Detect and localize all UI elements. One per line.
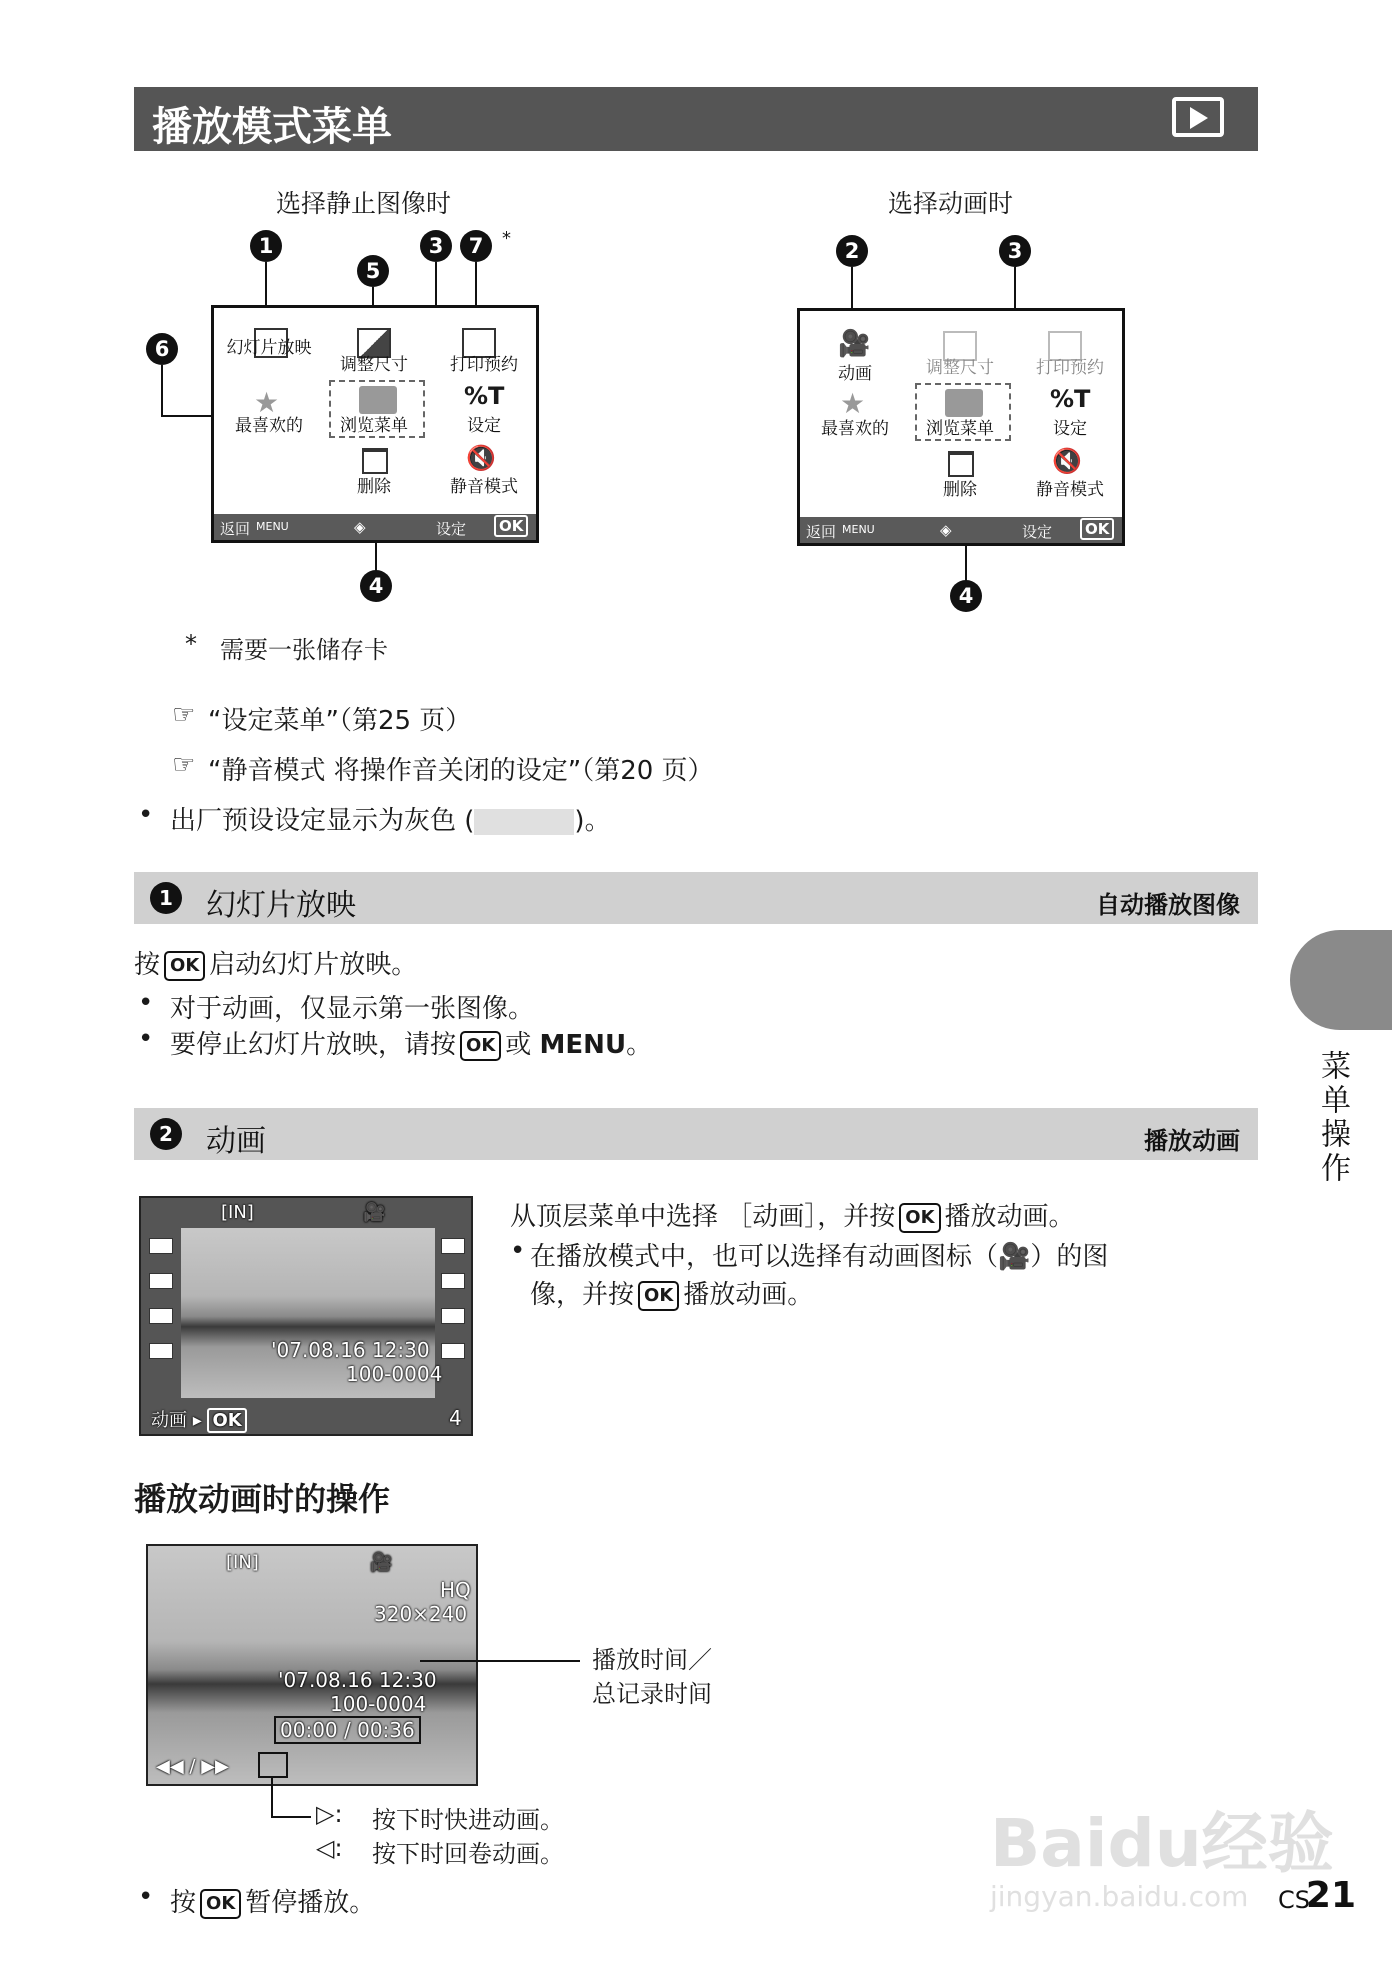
- movie-instruction: [510, 1196, 1075, 1233]
- bullet-a: 在播放模式中，也可以选择有动画图标（: [530, 1242, 999, 1272]
- movie-file-number: 100-0004: [346, 1362, 443, 1386]
- film-hole: [441, 1308, 465, 1324]
- press-text: 按: [170, 1888, 197, 1918]
- bullet-dot: •: [138, 1024, 154, 1054]
- footer-cs: CS: [1278, 1886, 1310, 1914]
- section-movie-subtitle: 播放动画: [1144, 1127, 1240, 1155]
- section-slideshow-subtitle: 自动播放图像: [1096, 891, 1240, 919]
- bullet-c: 像，并按: [530, 1280, 635, 1310]
- menu-slideshow: 幻灯片放映: [226, 338, 312, 358]
- film-hole: [441, 1273, 465, 1289]
- bar-back: 返回: [806, 523, 837, 541]
- or-text: 或: [505, 1030, 532, 1060]
- badge-3: 3: [420, 230, 452, 262]
- menu-favorite: 最喜欢的: [235, 416, 303, 436]
- movie-bottom-label: 动画 ▸ OK: [151, 1406, 247, 1432]
- bullet-b: ）的图: [1030, 1242, 1109, 1272]
- movie-icon: 🎥: [998, 1242, 1031, 1272]
- period: 。: [626, 1030, 653, 1060]
- select-text: 从顶层菜单中选择 ［动画］，并按: [510, 1202, 896, 1232]
- movie-bullet-line1: [530, 1236, 1108, 1273]
- menu-setup: 设定: [1053, 419, 1087, 439]
- badge-1: 1: [250, 230, 282, 262]
- still-menu-bar: [214, 514, 536, 540]
- menu-movie: 动画: [838, 364, 872, 384]
- press-text: 按: [134, 950, 161, 980]
- playback-mode-icon: [1172, 97, 1224, 137]
- movie-menu-screen: [797, 308, 1125, 546]
- film-hole: [149, 1308, 173, 1324]
- asterisk-note: 需要一张储存卡: [220, 636, 388, 664]
- memory-indicator: [IN]: [221, 1202, 254, 1223]
- side-tab: [1290, 930, 1392, 1030]
- bullet-dot: •: [138, 800, 154, 830]
- movie-count: 4: [449, 1406, 462, 1430]
- movie-icon: 🎥: [370, 1552, 393, 1573]
- pause-instruction: [170, 1882, 375, 1919]
- callout-line1: 播放时间／: [592, 1646, 712, 1674]
- bar-ok: OK: [1080, 518, 1114, 540]
- section-slideshow-title: 幻灯片放映: [206, 888, 356, 923]
- section-badge-1: 1: [150, 882, 182, 914]
- ok-button-icon: OK: [638, 1281, 679, 1311]
- film-hole: [149, 1273, 173, 1289]
- menu-browse: 浏览菜单: [926, 419, 994, 439]
- setup-icon: %T: [464, 382, 505, 410]
- section-movie-header: [134, 1108, 1258, 1160]
- ref-icon: ☞: [172, 700, 196, 730]
- bar-back: 返回: [220, 520, 251, 538]
- menu-silent: 静音模式: [450, 477, 518, 497]
- star-icon: ★: [254, 386, 280, 419]
- star-icon: ★: [840, 387, 866, 420]
- bar-menu: MENU: [842, 523, 875, 536]
- playback-screen: [146, 1544, 478, 1786]
- menu-setup: 设定: [467, 416, 501, 436]
- note-gray-text: 出厂预设设定显示为灰色 (: [170, 806, 475, 836]
- forward-desc: 按下时快进动画。: [372, 1806, 564, 1834]
- setup-icon: %T: [1050, 385, 1091, 413]
- film-hole: [441, 1343, 465, 1359]
- bar-set: 设定: [1022, 523, 1053, 541]
- menu-erase: 删除: [943, 480, 977, 500]
- ok-button-icon: OK: [164, 951, 205, 981]
- menu-favorite: 最喜欢的: [821, 419, 889, 439]
- badge-5: 5: [357, 255, 389, 287]
- gray-swatch: [474, 809, 574, 835]
- rewind-desc: 按下时回卷动画。: [372, 1840, 564, 1868]
- playback-time: 00:00 / 00:36: [274, 1716, 421, 1744]
- note-gray-end: )。: [574, 806, 611, 836]
- lr-button-icon: [258, 1752, 288, 1778]
- watermark-url: jingyan.baidu.com: [990, 1880, 1249, 1913]
- menu-erase: 删除: [357, 477, 391, 497]
- menu-resize: 调整尺寸: [340, 355, 408, 375]
- playback-heading: 播放动画时的操作: [134, 1480, 391, 1518]
- badge-3-movie: 3: [999, 235, 1031, 267]
- playback-controls: ◀◀ / ▶▶: [156, 1756, 229, 1777]
- leader-line: [161, 365, 163, 417]
- bullet-dot: •: [138, 1882, 154, 1912]
- movie-datetime: '07.08.16 12:30: [271, 1338, 430, 1362]
- movie-icon: 🎥: [363, 1202, 386, 1223]
- page-title: 播放模式菜单: [152, 104, 392, 150]
- play-icon: [945, 389, 983, 417]
- badge-4: 4: [360, 570, 392, 602]
- asterisk-mark: *: [185, 630, 197, 658]
- ref-setup-menu: “设定菜单”（第25 页）: [208, 706, 472, 736]
- bullet-c-post: 播放动画。: [683, 1280, 814, 1310]
- menu-print-order: 打印预约: [1036, 358, 1104, 378]
- play-text: 播放动画。: [944, 1202, 1075, 1232]
- play-icon: [359, 386, 397, 414]
- movie-preview-screen: [139, 1196, 473, 1436]
- badge-2: 2: [836, 235, 868, 267]
- ok-button-icon: OK: [460, 1031, 501, 1061]
- quality-indicator: HQ: [440, 1578, 471, 1602]
- movie-camera-icon: 🎥: [838, 329, 871, 359]
- movie-bullet-line2: [530, 1274, 813, 1311]
- page-header: [134, 87, 1258, 151]
- stop-text: 要停止幻灯片放映，请按: [170, 1030, 457, 1060]
- start-slideshow-text: 启动幻灯片放映。: [209, 950, 418, 980]
- callout-line: [420, 1660, 580, 1662]
- callout-line: [271, 1778, 273, 1818]
- bar-menu: MENU: [256, 520, 289, 533]
- film-hole: [149, 1343, 173, 1359]
- section-badge-2: 2: [150, 1118, 182, 1150]
- ref-icon: ☞: [172, 750, 196, 780]
- callout-line: [271, 1816, 311, 1818]
- playback-file-number: 100-0004: [330, 1692, 427, 1716]
- still-menu-screen: [211, 305, 539, 543]
- ok-button-icon: OK: [899, 1203, 940, 1233]
- film-hole: [149, 1238, 173, 1254]
- menu-browse: 浏览菜单: [340, 416, 408, 436]
- memory-indicator: [IN]: [226, 1552, 259, 1573]
- film-hole: [441, 1238, 465, 1254]
- section-movie-title: 动画: [206, 1124, 266, 1159]
- movie-menu-bar: [800, 517, 1122, 543]
- dpad-icon: ◈: [354, 518, 366, 536]
- badge-6: 6: [146, 333, 178, 365]
- ok-button-icon: OK: [200, 1889, 241, 1919]
- side-tab-label: 菜单操作: [1315, 1050, 1350, 1186]
- trash-icon: [948, 451, 974, 477]
- resolution-indicator: 320×240: [374, 1602, 468, 1626]
- bar-ok: OK: [494, 515, 528, 537]
- page-number: 21: [1305, 1875, 1356, 1916]
- watermark-logo: Baidu经验: [990, 1805, 1334, 1882]
- still-asterisk: *: [502, 228, 511, 249]
- callout-line2: 总记录时间: [592, 1680, 712, 1708]
- pause-text: 暂停播放。: [245, 1888, 376, 1918]
- menu-silent: 静音模式: [1036, 480, 1104, 500]
- note-gray-default: [170, 800, 611, 837]
- badge-4-movie: 4: [950, 580, 982, 612]
- menu-resize: 调整尺寸: [926, 358, 994, 378]
- movie-caption: 选择动画时: [888, 189, 1014, 218]
- bullet-dot: •: [510, 1236, 526, 1266]
- speaker-mute-icon: 🔇: [1052, 447, 1082, 475]
- trash-icon: [362, 448, 388, 474]
- speaker-mute-icon: 🔇: [466, 444, 496, 472]
- ref-silent-mode: “静音模式 将操作音关闭的设定”（第20 页）: [208, 756, 714, 786]
- forward-key: ▷:: [316, 1800, 343, 1828]
- movie-label: 动画: [151, 1410, 187, 1431]
- rewind-key: ◁:: [316, 1834, 343, 1862]
- slideshow-bullet-2: [170, 1024, 652, 1061]
- dpad-icon: ◈: [940, 521, 952, 539]
- bar-set: 设定: [436, 520, 467, 538]
- badge-7: 7: [460, 230, 492, 262]
- ok-button-icon: OK: [207, 1408, 246, 1433]
- bullet-dot: •: [138, 988, 154, 1018]
- section-slideshow-header: [134, 872, 1258, 924]
- slideshow-bullet-1: 对于动画，仅显示第一张图像。: [170, 994, 535, 1024]
- menu-key: MENU: [539, 1030, 627, 1060]
- playback-datetime: '07.08.16 12:30: [278, 1668, 437, 1692]
- slideshow-instruction: [134, 944, 417, 981]
- menu-print-order: 打印预约: [450, 355, 518, 375]
- still-caption: 选择静止图像时: [276, 189, 452, 218]
